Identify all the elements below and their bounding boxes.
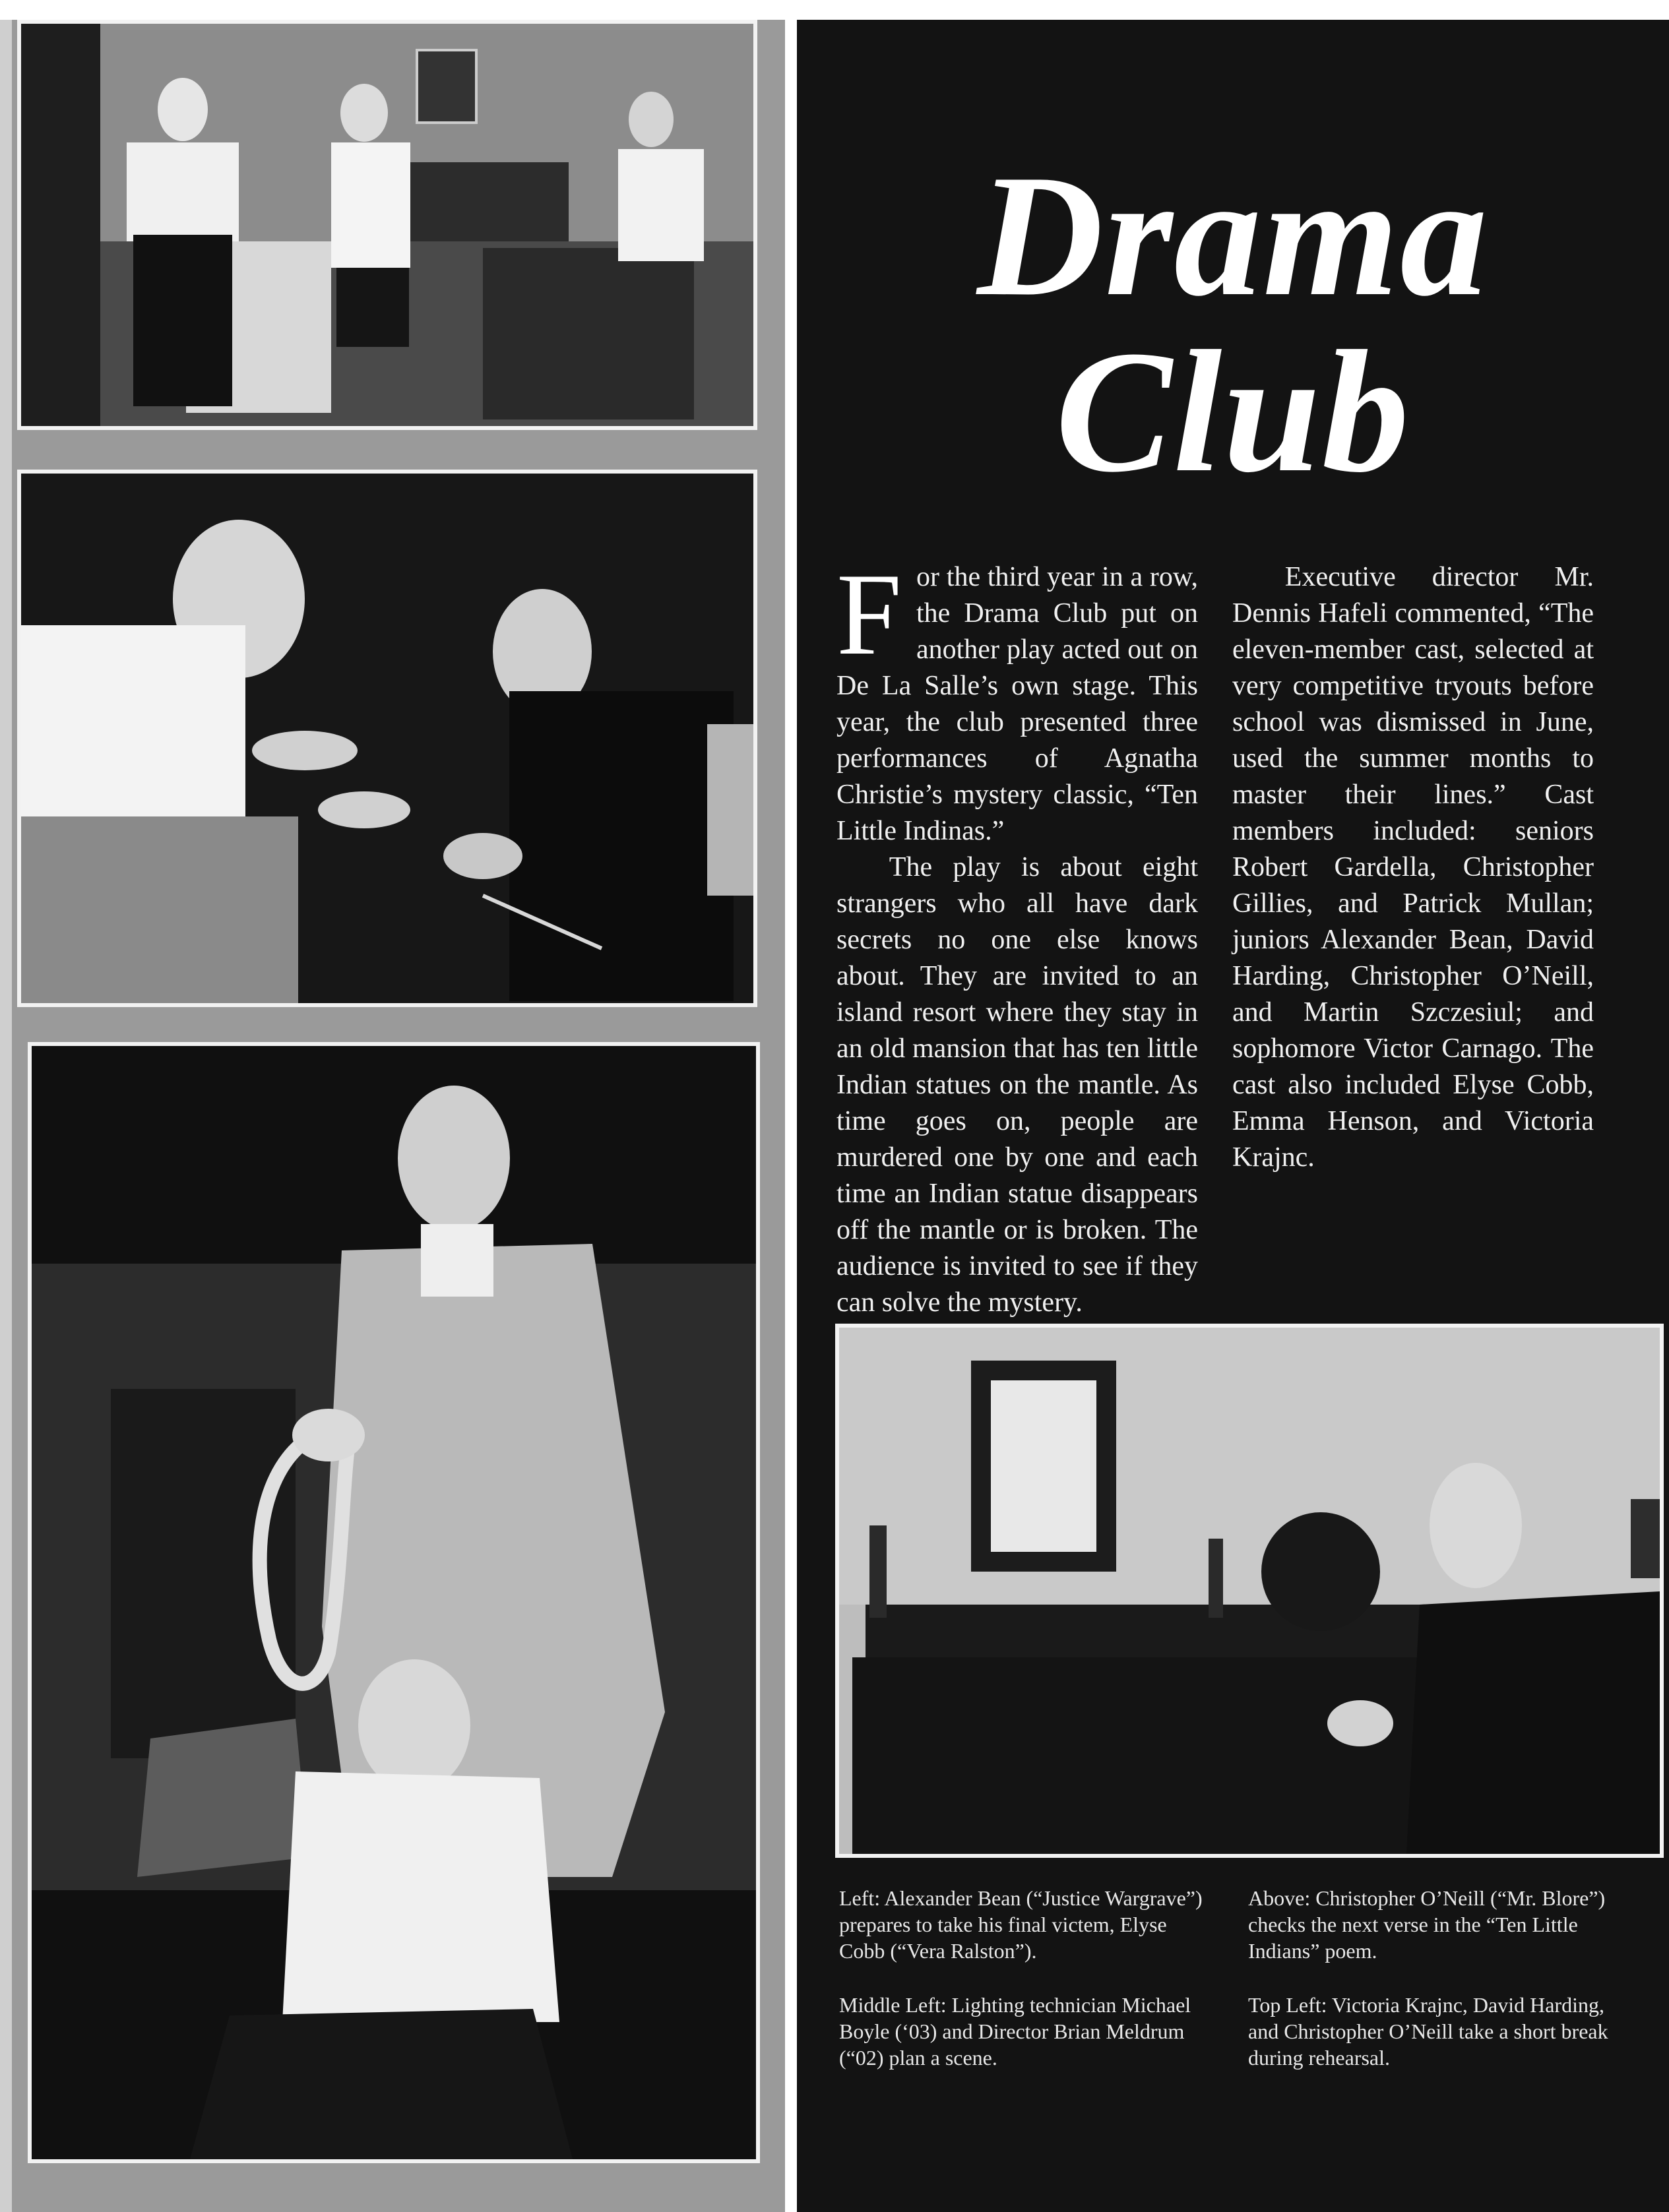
left-edge-strip xyxy=(0,20,12,2212)
caption-left: Left: Alexander Bean (“Justice Wargrave”) prepares to take his final victem, Elyse Cobb (“Vera Ralston”). xyxy=(839,1886,1203,1963)
photo-lighting-planning xyxy=(17,470,757,1007)
drop-cap: F xyxy=(836,549,902,679)
page-title-line-1: Drama xyxy=(977,139,1489,332)
caption-column-left xyxy=(839,1885,1215,2099)
photo-noose-scene xyxy=(28,1042,760,2163)
article-paragraph-2: The play is about eight strangers who all have dark secrets no one else knows about. They are invited to an island resort where they stay in an old mansion that has ten little Indian statues on the mantle. As time goes on, people are murdered one by one and each time an Indian statue disappears off the mantle or is broken. The audience is invited to see if they can solve the mystery. xyxy=(836,852,1198,1318)
caption-middle-left: Middle Left: Lighting technician Michael Boyle (‘03) and Director Brian Meldrum (“02) plan a scene. xyxy=(839,1993,1191,2070)
article-paragraph-1-text: or the third year in a row, the Drama Club put on another play acted out on De La Salle’s own stage. This year, the club presented three performances of Agnatha Christie’s mystery classic, “Ten Little Indinas.” xyxy=(836,562,1198,846)
photo-mantle-poem xyxy=(835,1324,1664,1858)
article-paragraph-3: Executive director Mr. Dennis Hafeli commented, “The eleven-member cast, selected at very competitive tryouts before school was dismissed in June, used the summer months to master their lines.” Cast members included: seniors Robert Gardella, Christopher Gillies, and Patrick Mullan; juniors Alexander Bean, David Harding, Christopher O’Neill, and Martin Szczesiul; and sophomore Victor Carnago. The cast also included Elyse Cobb, Emma Henson, and Victoria Krajnc. xyxy=(1232,562,1594,1173)
page-title-line-2: Club xyxy=(1055,315,1411,508)
article-paragraph-1 xyxy=(836,549,1198,849)
article-body-column-2 xyxy=(1232,559,1594,1291)
top-margin xyxy=(0,0,1669,20)
caption-top-left: Top Left: Victoria Krajnc, David Harding, and Christopher O’Neill take a short break during rehearsal. xyxy=(1248,1993,1608,2070)
caption-above: Above: Christopher O’Neill (“Mr. Blore”) checks the next verse in the “Ten Little Indians” poem. xyxy=(1248,1886,1606,1963)
caption-column-right xyxy=(1248,1885,1624,2099)
article-body-column-1 xyxy=(836,549,1198,1318)
column-divider xyxy=(785,20,797,2212)
photo-stage-rehearsal xyxy=(17,20,757,430)
